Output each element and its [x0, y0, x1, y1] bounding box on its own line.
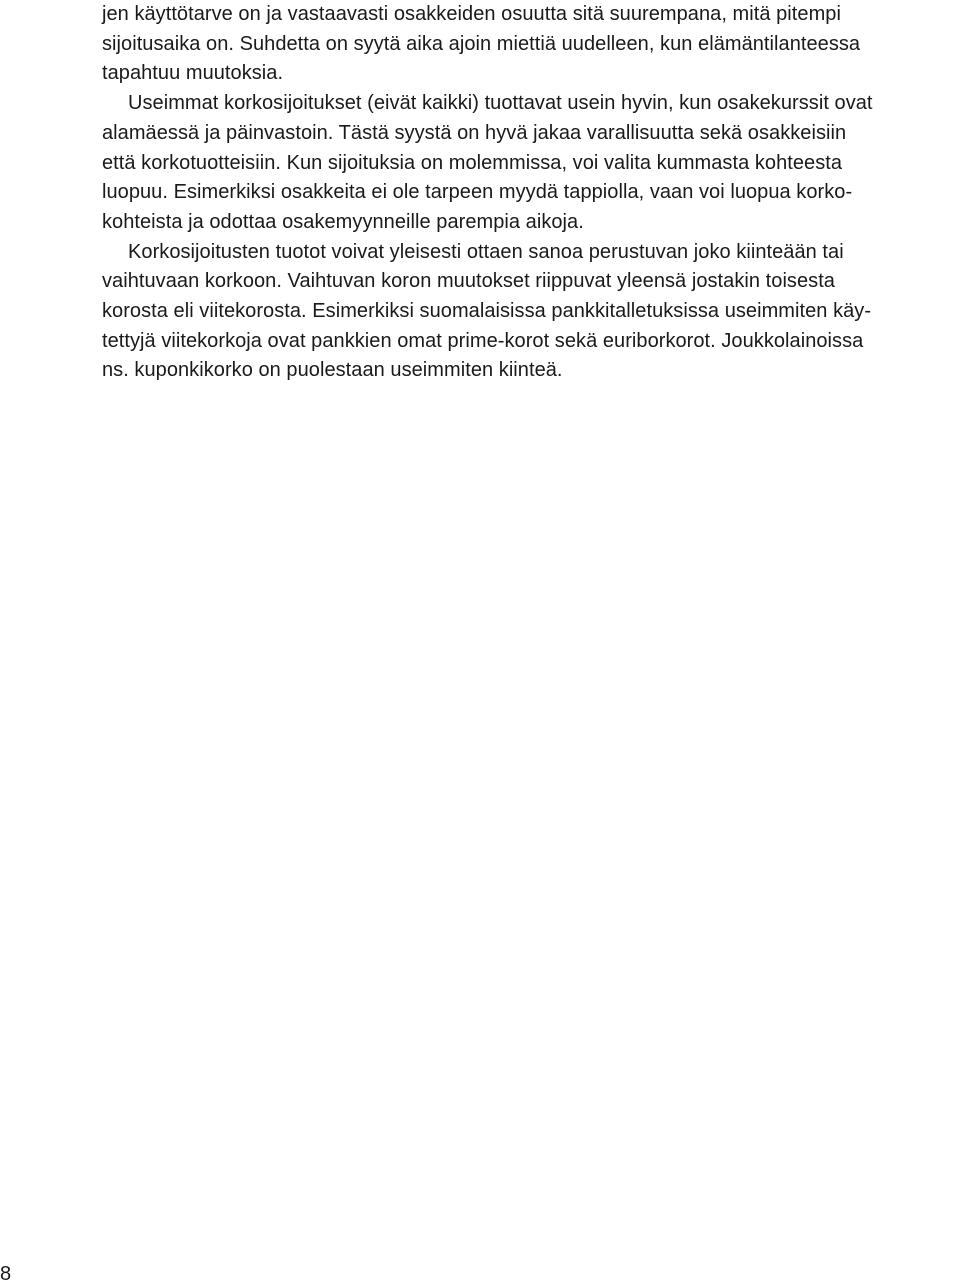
text-line: tapahtuu muutoksia. — [102, 62, 284, 85]
page-number: 8 — [0, 1263, 12, 1285]
text-line: tettyjä viitekorkoja ovat pankkien omat prime-korot sekä euriborkorot. Joukkolainoissa — [102, 329, 864, 352]
text-line: Korkosijoitusten tuotot voivat yleisesti ottaen sanoa perustuvan joko kiinteään tai — [128, 240, 844, 263]
body-text — [102, 0, 960, 386]
text-line: ns. kuponkikorko on puolestaan useimmiten kiinteä. — [102, 359, 563, 382]
text-line: alamäessä ja päinvastoin. Tästä syystä on hyvä jakaa varallisuutta sekä osakkeisiin — [102, 121, 847, 144]
text-line: luopuu. Esimerkiksi osakkeita ei ole tarpeen myydä tappiolla, vaan voi luopua korko- — [102, 181, 853, 204]
text-line: Useimmat korkosijoitukset (eivät kaikki) tuottavat usein hyvin, kun osakekurssit ovat — [128, 92, 873, 115]
text-line: kohteista ja odottaa osakemyynneille parempia aikoja. — [102, 210, 584, 233]
text-line: sijoitusaika on. Suhdetta on syytä aika ajoin miettiä uudelleen, kun elämäntilanteessa — [102, 32, 861, 55]
text-line: että korkotuotteisiin. Kun sijoituksia on molemmissa, voi valita kummasta kohteesta — [102, 151, 843, 174]
text-line: korosta eli viitekorosta. Esimerkiksi suomalaisissa pankkitalletuksissa useimmiten käy- — [102, 300, 872, 323]
text-line: jen käyttötarve on ja vastaavasti osakkeiden osuutta sitä suurempana, mitä pitempi — [102, 3, 841, 25]
text-line: vaihtuvaan korkoon. Vaihtuvan koron muutokset riippuvat yleensä jostakin toisesta — [102, 270, 835, 293]
